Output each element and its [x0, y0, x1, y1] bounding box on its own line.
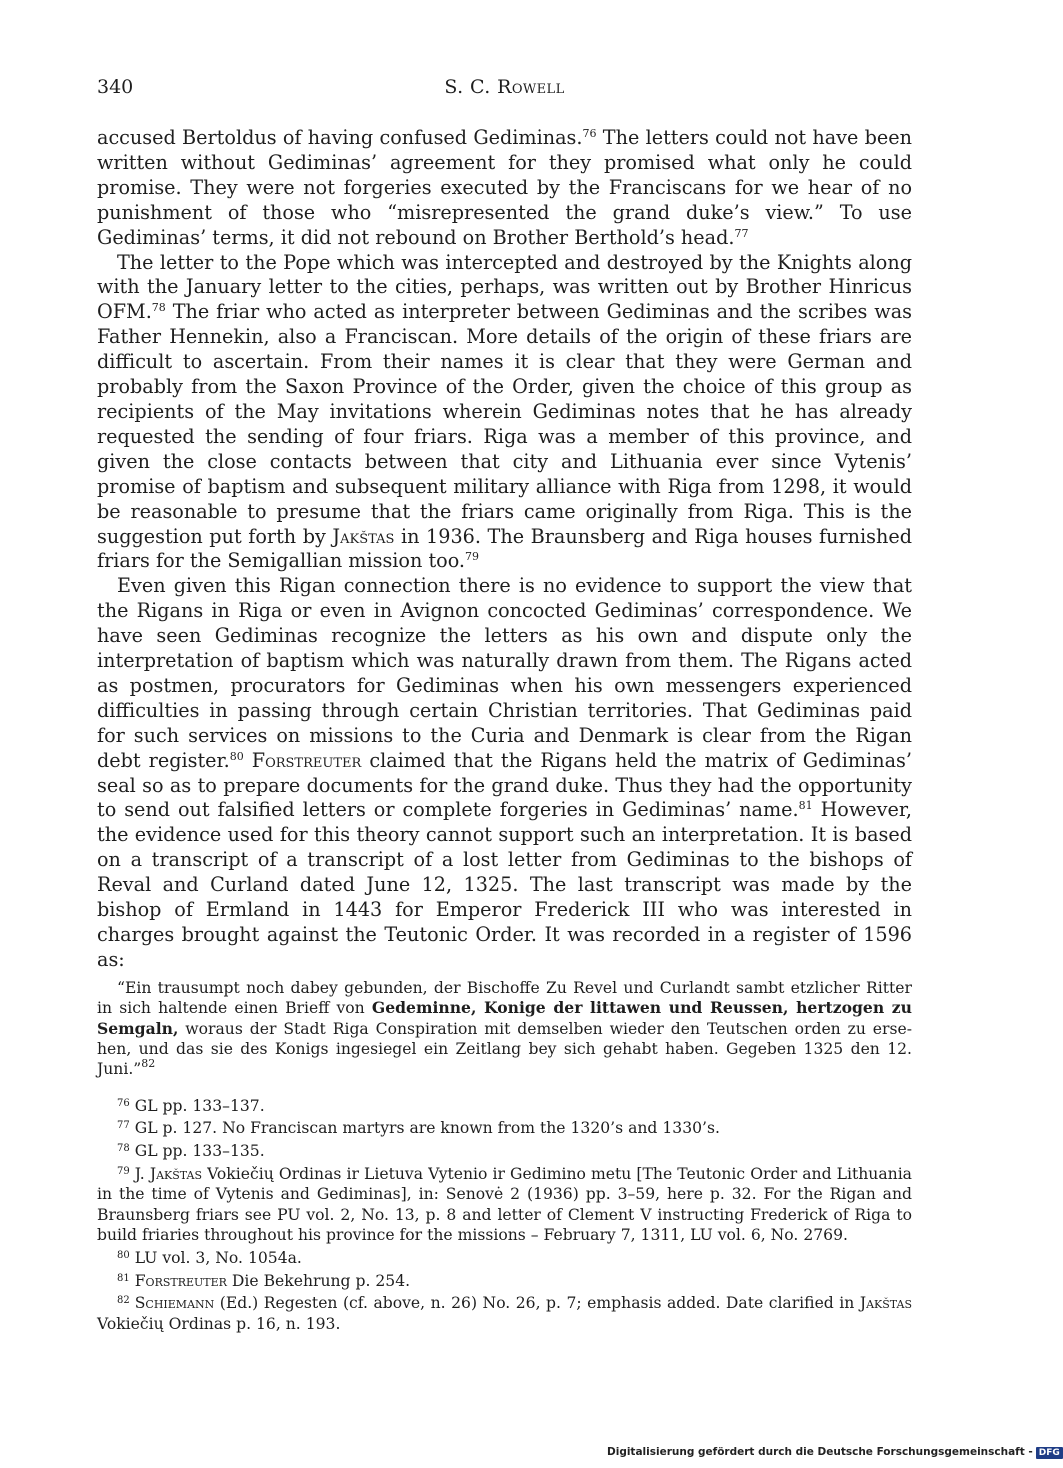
author-name: Forstreuter — [134, 1271, 227, 1290]
author-name: Jakštas — [332, 524, 395, 548]
footnote-number: 78 — [117, 1143, 130, 1155]
paragraph: Even given this Rigan connection there is no evidence to support the view that the Rigans in Riga or even in Avignon concocted Gediminas’ correspondence. We have seen Gediminas recognize the letters as his own and dispute only the interpretation of baptism which was naturally drawn from them. The Rigans acted as postmen, procurators for Gediminas when his own messengers experienced difficulties in passing through certain Christian territories. That Gediminas paid for such services on missions to the Curia and Denmark is clear from the Rigan debt register.$^{80}$ Forstreuter claimed that the Rigans held the matrix of Gediminas’ seal so as to prepare documents for the grand duke. Thus they had the opportunity to send out falsified letters or complete forgeries in Gediminas’ name.$^{81}$ However, the evidence used for this theory cannot support such an interpretation. It is based on a transcript of a transcript of a lost letter from Gediminas to the bishops of Reval and Curland dated June 12, 1325. The last transcript was made by the bishop of Ermland in 1443 for Emperor Frederick III who was interested in charges brought against the Teutonic Order. It was recorded in a register of 1596 as: — [97, 574, 912, 971]
emphasis: Gedeminne, Konige der littawen und Reussen, hertzogen zu Semgaln, — [97, 998, 912, 1038]
footnote-text: GL pp. 133–137. — [134, 1096, 265, 1115]
dfg-logo: DFG — [1036, 1447, 1063, 1459]
footnote-text: J. Jakštas Vokiečių Ordinas ir Lietuva Vytenio ir Gedimino metu [The Teutonic Order and Lithuania in the time of Vytenis and Gediminas], in: Senovė 2 (1936) pp. 3–59, here p. 32. For the Rigan and Braunsberg friars see PU vol. 2, No. 13, p. 8 and letter of Clement V instructing Frederick of Riga to build friaries throughout his province for the missions – February 7, 1311, LU vol. 6, No. 2769. — [97, 1164, 912, 1245]
body-text — [97, 126, 912, 1334]
footnote-text: Schiemann (Ed.) Regesten (cf. above, n. 26) No. 26, p. 7; emphasis added. Date clarified in Jakštas Vokiečių Ordinas p. 16, n. 193. — [97, 1294, 912, 1333]
footnote — [97, 1269, 912, 1292]
footnote — [97, 1246, 912, 1269]
footnote-number: 79 — [117, 1165, 130, 1177]
paragraph: The letter to the Pope which was intercepted and destroyed by the Knights along with the January letter to the cities, perhaps, was written out by Brother Hinricus OFM.$^{78}$ The friar who acted as interpreter between Gediminas and the scribes was Father Hennekin, also a Franciscan. More details of the origin of these friars are difficult to ascertain. From their names it is clear that they were German and probably from the Saxon Province of the Order, given the choice of this group as recipients of the May invitations wherein Gediminas notes that he has already requested the sending of four friars. Riga was a member of this province, and given the close contacts between that city and Lithuania ever since Vytenis’ promise of baptism and subsequent military alliance with Riga from 1298, it would be reasonable to presume that the friars came originally from Riga. This is the suggestion put forth by Jakštas in 1936. The Braunsberg and Riga houses furnished friars for the Semigallian mission too.$^{79}$ — [97, 250, 912, 573]
author-name: Jakštas — [149, 1164, 202, 1183]
page-number: 340 — [97, 76, 134, 98]
footnote-ref: 78 — [151, 301, 166, 315]
footnote-number: 81 — [117, 1272, 130, 1284]
footnote-text: Forstreuter Die Bekehrung p. 254. — [134, 1271, 411, 1290]
footnote-ref: 79 — [465, 550, 480, 564]
footnote — [97, 1291, 912, 1334]
footnote — [97, 1139, 912, 1162]
footnote-number: 76 — [117, 1097, 130, 1109]
footnote-number: 82 — [117, 1295, 130, 1307]
footnote-ref: 80 — [229, 749, 244, 763]
author-name: Forstreuter — [251, 748, 362, 772]
footnote-text: GL p. 127. No Franciscan martyrs are known from the 1320’s and 1330’s. — [134, 1119, 720, 1138]
footnote-ref: 81 — [798, 799, 813, 813]
footnote — [97, 1116, 912, 1139]
footnote-ref: 76 — [582, 127, 597, 140]
footnote-ref: 82 — [141, 1057, 156, 1071]
footnote — [97, 1162, 912, 1246]
running-title: S. C. Rowell — [444, 76, 565, 98]
footnote-text: LU vol. 3, No. 1054a. — [134, 1249, 302, 1267]
page-header — [97, 76, 912, 104]
footnotes — [97, 1094, 912, 1335]
paragraph: accused Bertoldus of having confused Gediminas.$^{76}$ The letters could not have been written without Gediminas’ agreement for they promised what only he could promise. They were not forgeries executed by the Franciscans for we hear of no punishment of those who “misrepresented the grand duke’s view.” To use Gediminas’ terms, it did not rebound on Brother Berthold’s head.$^{77}$ — [97, 126, 913, 249]
author-name: Schiemann — [134, 1294, 215, 1313]
footnote — [97, 1094, 912, 1117]
footnote-number: 80 — [117, 1250, 130, 1261]
digitization-footer — [607, 1446, 1063, 1459]
footer-text: Digitalisierung gefördert durch die Deutsche Forschungsgemeinschaft - — [607, 1446, 1033, 1458]
footnote-ref: 77 — [734, 226, 749, 240]
footnote-text: GL pp. 133–135. — [134, 1142, 265, 1161]
author-name: Jakštas — [859, 1294, 912, 1313]
block-quote: “Ein trausumpt noch dabey gebunden, der Bischoffe Zu Revel und Curlandt sambt etzlicher Ritter in sich haltende einen Brieff von Gedeminne, Konige der littawen und Reussen, hertzogen zu Semgaln, woraus der Stadt Riga Conspiration mit demselben wieder den Teutschen orden zu ersehen, und das sie des Konigs ingesiegel ein Zeitlang bey sich gehabt haben. Gegeben 1325 den 12. Juni.”$^{82}$ — [97, 978, 912, 1079]
footnote-number: 77 — [117, 1120, 130, 1132]
